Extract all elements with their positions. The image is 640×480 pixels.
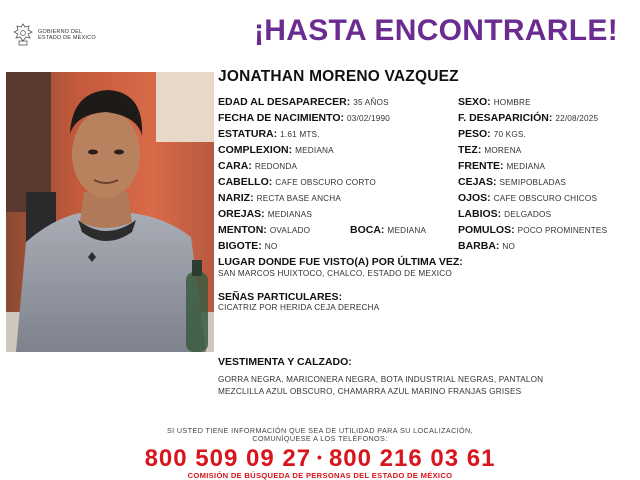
- field-value: RECTA BASE ANCHA: [256, 194, 342, 203]
- phone-numbers: [0, 445, 640, 473]
- field-peso: [458, 128, 526, 141]
- field-boca: [350, 224, 426, 237]
- field-label: CEJAS:: [458, 176, 497, 188]
- field-edad: [218, 96, 389, 109]
- field-value: CAFE OBSCURO CHICOS: [493, 194, 598, 203]
- field-value: 22/08/2025: [555, 114, 599, 123]
- field-label: BARBA:: [458, 240, 500, 252]
- state-emblem-icon: [12, 23, 34, 47]
- field-value: POCO PROMINENTES: [517, 226, 608, 235]
- field-complexion: [218, 144, 334, 157]
- field-value: 35 AÑOS: [353, 98, 389, 107]
- headline: ¡HASTA ENCONTRARLE!: [254, 14, 619, 47]
- field-value: CAFE OBSCURO CORTO: [275, 178, 376, 187]
- field-nacimiento: [218, 112, 390, 125]
- contact-notice-line1: SI USTED TIENE INFORMACIÓN QUE SEA DE UTILIDAD PARA SU LOCALIZACIÓN,: [166, 426, 474, 435]
- field-label: CARA:: [218, 160, 252, 172]
- field-value: SEMIPOBLADAS: [499, 178, 567, 187]
- field-label: FECHA DE NACIMIENTO:: [218, 112, 344, 124]
- last-seen-label: LUGAR DONDE FUE VISTO(A) POR ÚLTIMA VEZ:: [218, 256, 463, 268]
- field-frente: [458, 160, 545, 173]
- field-label: OJOS:: [458, 192, 491, 204]
- field-label: BOCA:: [350, 224, 385, 236]
- clothing-line2: MEZCLILLA AZUL OBSCURO, CHAMARRA AZUL MARINO FRANJAS GRISES: [218, 387, 522, 396]
- field-value: 03/02/1990: [347, 114, 390, 123]
- field-cara: [218, 160, 297, 173]
- field-cejas: [458, 176, 566, 189]
- field-pomulos: [458, 224, 607, 237]
- field-value: MEDIANAS: [267, 210, 313, 219]
- field-label: ESTATURA:: [218, 128, 278, 140]
- field-label: BIGOTE:: [218, 240, 262, 252]
- field-label: F. DESAPARICIÓN:: [458, 112, 553, 124]
- distinguishing-marks-label: SEÑAS PARTICULARES:: [218, 291, 343, 303]
- field-value: MEDIANA: [295, 146, 334, 155]
- field-ojos: [458, 192, 597, 205]
- field-value: MEDIANA: [387, 226, 427, 235]
- person-name: JONATHAN MORENO VAZQUEZ: [218, 68, 459, 85]
- field-value: HOMBRE: [493, 98, 531, 107]
- commission-footer: COMISIÓN DE BÚSQUEDA DE PERSONAS DEL ESTADO DE MÉXICO: [187, 471, 453, 480]
- logo-line1: GOBIERNO DEL: [38, 28, 83, 35]
- field-desaparicion: [458, 112, 598, 125]
- field-value: NO: [502, 242, 516, 251]
- government-logo: [12, 22, 122, 48]
- phone-number-2[interactable]: 800 216 03 61: [328, 445, 496, 472]
- missing-person-photo: [6, 72, 214, 352]
- field-label: OREJAS:: [218, 208, 265, 220]
- field-estatura: [218, 128, 320, 141]
- field-label: LABIOS:: [458, 208, 502, 220]
- field-label: POMULOS:: [458, 224, 515, 236]
- field-value: REDONDA: [254, 162, 298, 171]
- field-label: CABELLO:: [218, 176, 273, 188]
- field-value: MORENA: [484, 146, 522, 155]
- logo-line2: ESTADO DE MÉXICO: [38, 35, 96, 41]
- field-sexo: [458, 96, 531, 109]
- field-value: OVALADO: [269, 226, 311, 235]
- field-labios: [458, 208, 551, 221]
- field-value: MEDIANA: [506, 162, 546, 171]
- field-nariz: [218, 192, 341, 205]
- field-label: COMPLEXION:: [218, 144, 293, 156]
- field-bigote: [218, 240, 277, 253]
- clothing-line1: GORRA NEGRA, MARICONERA NEGRA, BOTA INDUSTRIAL NEGRAS, PANTALON: [218, 375, 544, 384]
- field-label: MENTON:: [218, 224, 267, 236]
- field-value: 70 KGS.: [493, 130, 527, 139]
- field-value: NO: [264, 242, 278, 251]
- field-label: TEZ:: [458, 144, 482, 156]
- field-orejas: [218, 208, 312, 221]
- person-photo-image: [6, 72, 214, 352]
- last-seen-value: SAN MARCOS HUIXTOCO, CHALCO, ESTADO DE MEXICO: [218, 269, 452, 278]
- field-label: FRENTE:: [458, 160, 504, 172]
- field-tez: [458, 144, 521, 157]
- field-cabello: [218, 176, 376, 189]
- field-value: 1.61 MTS.: [280, 130, 320, 139]
- clothing-label: VESTIMENTA Y CALZADO:: [218, 356, 352, 368]
- field-label: EDAD AL DESAPARECER:: [218, 96, 351, 108]
- contact-notice-line2: COMUNÍQUESE A LOS TELÉFONOS:: [252, 434, 388, 443]
- distinguishing-marks-value: CICATRIZ POR HERIDA CEJA DERECHA: [218, 303, 380, 312]
- field-label: NARIZ:: [218, 192, 254, 204]
- phone-number-1[interactable]: 800 509 09 27: [144, 445, 312, 472]
- phone-separator: •: [317, 449, 323, 465]
- logo-text: [38, 29, 96, 42]
- field-barba: [458, 240, 515, 253]
- field-label: PESO:: [458, 128, 491, 140]
- field-value: DELGADOS: [504, 210, 552, 219]
- field-menton: [218, 224, 310, 237]
- field-label: SEXO:: [458, 96, 491, 108]
